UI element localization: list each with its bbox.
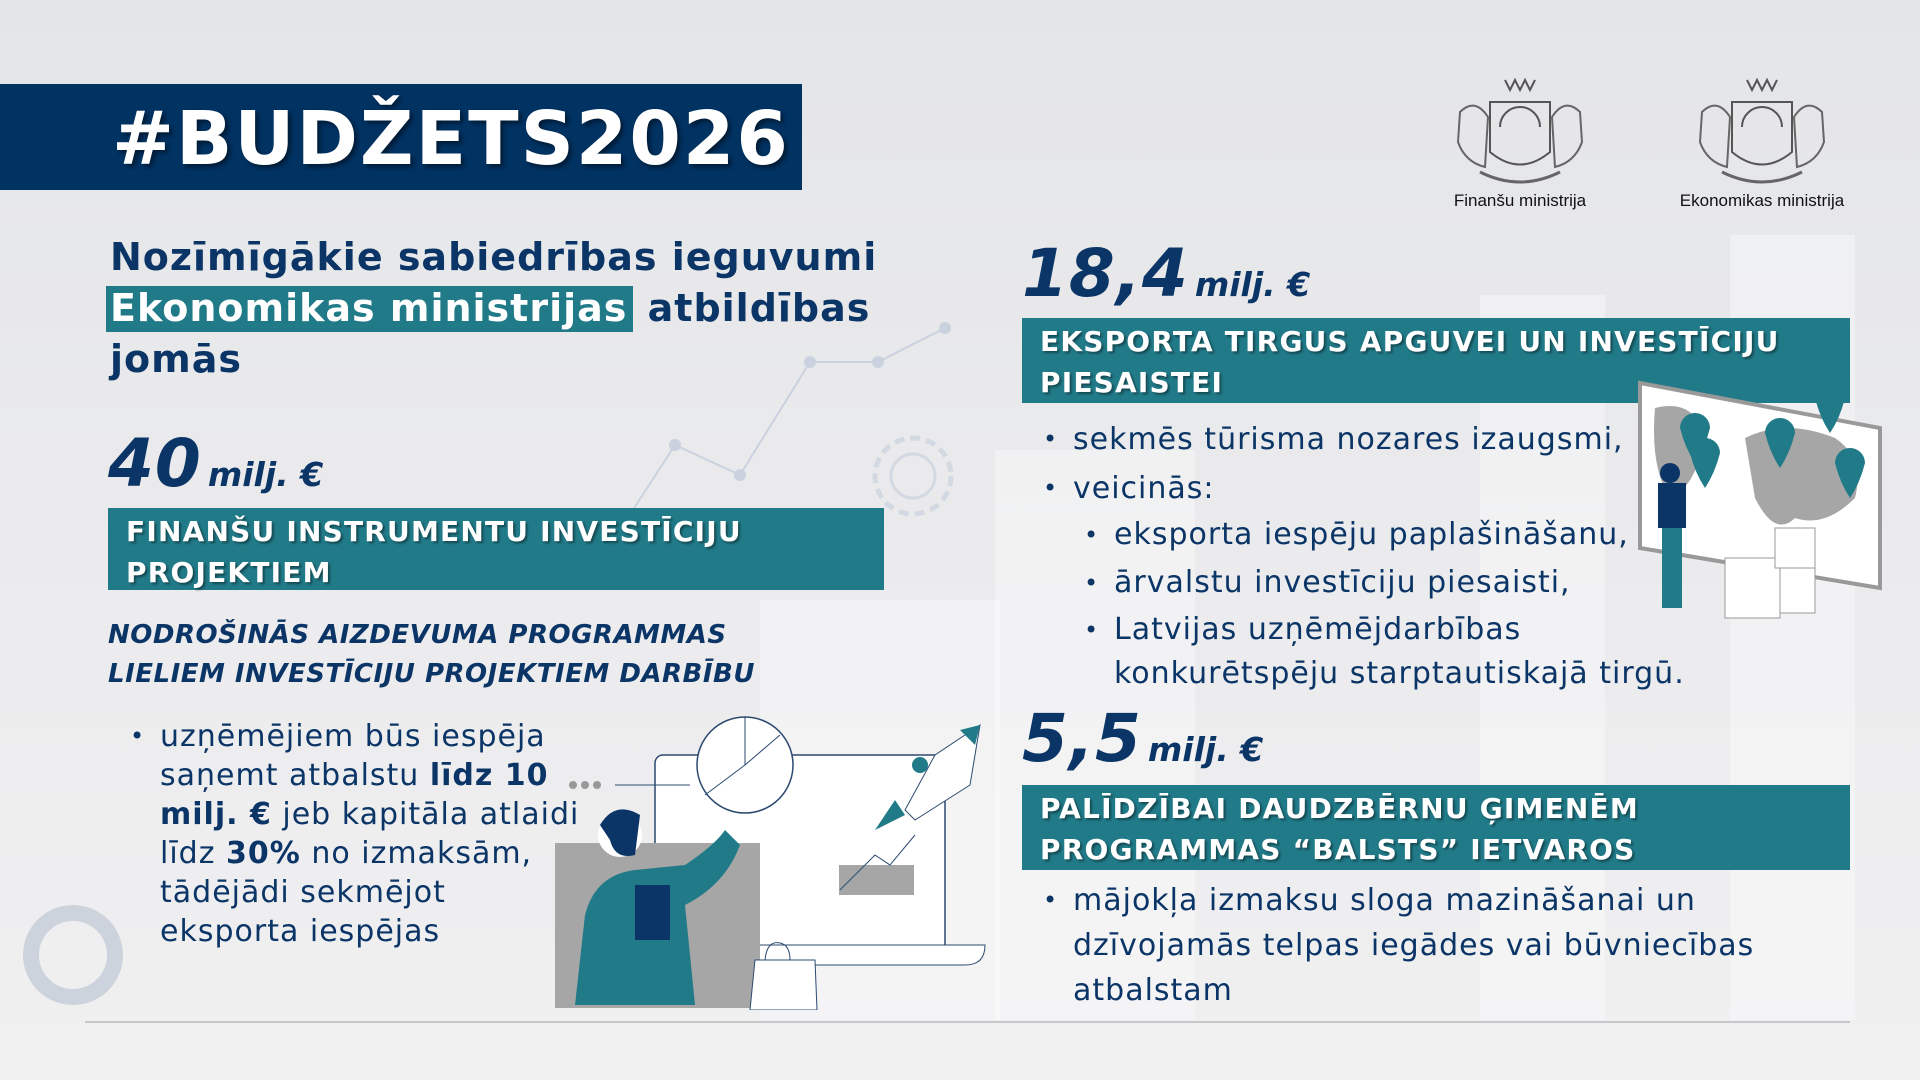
left-bullet-list: [160, 717, 580, 951]
main-heading: [110, 232, 970, 385]
subheading-line: LIELIEM INVESTĪCIJU PROJEKTIEM DARBĪBU: [108, 659, 755, 689]
list-item: • ārvalstu investīciju piesaisti,: [1114, 560, 1714, 606]
list-item: • eksporta iespēju paplašināšanu,: [1114, 512, 1714, 558]
amount-value: 5,5: [1022, 700, 1142, 777]
amount-5-5: [1022, 700, 1263, 777]
section-banner-balsts: [1022, 785, 1850, 870]
bullet-bold: līdz 10 milj. €: [160, 758, 549, 832]
section-banner-financial-instruments: [108, 508, 884, 590]
rocket-growth-illustration: [555, 715, 1000, 1010]
amount-18-4: [1022, 235, 1310, 312]
amount-40: [108, 425, 323, 502]
bottom-divider: [85, 1021, 1850, 1023]
heading-line: jomās: [110, 337, 242, 381]
logo-caption: Ekonomikas ministrija: [1679, 191, 1845, 210]
bullet-text: jeb kapitāla atlaidi līdz: [160, 797, 580, 871]
heading-line: Nozīmīgākie sabiedrības ieguvumi: [110, 235, 878, 279]
coat-of-arms-icon: [1430, 72, 1610, 187]
economics-ministry-logo: [1672, 72, 1852, 211]
amount-unit: milj. €: [207, 455, 324, 494]
banner-line: EKSPORTA TIRGUS APGUVEI UN INVESTĪCIJU: [1040, 325, 1780, 358]
page-title: #BUDŽETS2026: [112, 96, 790, 182]
bullet-text: no izmaksām, tādējādi sekmējot eksporta iespējas: [160, 836, 533, 949]
amount-value: 18,4: [1022, 235, 1189, 312]
export-bullet-list: [1073, 415, 1673, 513]
logo-caption: Finanšu ministrija: [1453, 191, 1587, 210]
banner-line: FINANŠU INSTRUMENTU INVESTĪCIJU: [126, 515, 742, 548]
finance-ministry-logo: [1430, 72, 1610, 211]
banner-line: PROGRAMMAS “BALSTS” IETVAROS: [1040, 833, 1636, 866]
heading-line: atbildības: [647, 286, 871, 330]
amount-value: 40: [108, 425, 202, 502]
banner-line: PIESAISTEI: [1040, 366, 1224, 399]
heading-highlight: Ekonomikas ministrijas: [106, 286, 633, 332]
list-item: • veicinās:: [1073, 464, 1673, 513]
list-item: • mājokļa izmaksu sloga mazināšanai un dzīvojamās telpas iegādes vai būvniecības atbalstam: [1073, 878, 1813, 1013]
title-banner: [0, 84, 802, 190]
bullet-text: uzņēmējiem būs iespēja saņemt atbalstu: [160, 719, 546, 793]
list-item: • Latvijas uzņēmējdarbības konkurētspēju starptautiskajā tirgū.: [1114, 608, 1694, 696]
list-item: [160, 717, 580, 951]
balsts-bullet-list: [1073, 878, 1813, 1013]
coat-of-arms-icon: [1672, 72, 1852, 187]
banner-line: PROJEKTIEM: [126, 556, 332, 589]
banner-line: PALĪDZĪBAI DAUDZBĒRNU ĢIMENĒM: [1040, 792, 1639, 825]
bullet-bold: 30%: [226, 836, 301, 871]
subheading-line: NODROŠINĀS AIZDEVUMA PROGRAMMAS: [108, 620, 727, 650]
amount-unit: milj. €: [1194, 265, 1311, 304]
export-subbullet-list: [1114, 512, 1714, 696]
list-item: • sekmēs tūrisma nozares izaugsmi,: [1073, 415, 1673, 464]
amount-unit: milj. €: [1147, 730, 1264, 769]
section-subheading: [108, 616, 755, 694]
